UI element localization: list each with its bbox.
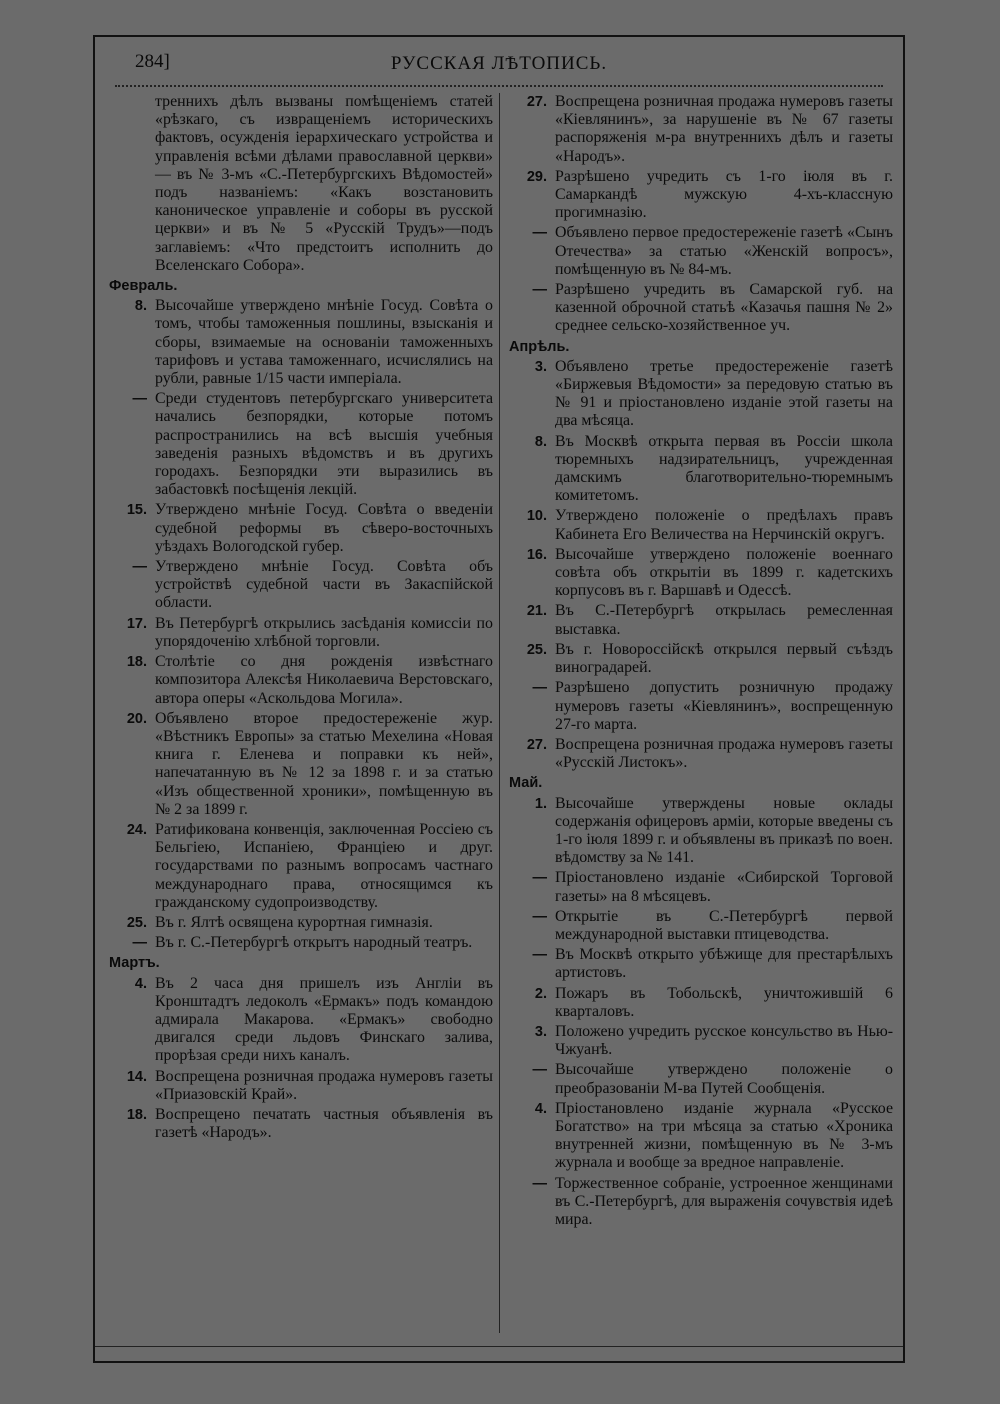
chronicle-entry bbox=[509, 908, 893, 944]
entry-text: Пріостановлено изданіе «Сибирской Торговой газеты» на 8 мѣсяцевъ. bbox=[555, 869, 893, 905]
entry-text: Утверждено мнѣніе Госуд. Совѣта о введеніи судебной реформы въ сѣверо-восточныхъ уѣздахъ Вологодской губер. bbox=[155, 501, 493, 555]
entry-text: Разрѣшено учредить съ 1-го іюля въ г. Самаркандѣ мужскую 4-хъ-классную прогимназію. bbox=[555, 167, 893, 222]
chronicle-entry bbox=[109, 1106, 493, 1142]
entry-text: Пожаръ въ Тобольскѣ, уничтожившій 6 кварталовъ. bbox=[555, 984, 893, 1020]
chronicle-entry bbox=[109, 615, 493, 651]
entry-date: — bbox=[532, 947, 547, 964]
entry-text: Въ г. Новороссійскѣ открылся первый съѣздъ виноградарей. bbox=[555, 640, 893, 677]
page-number: 284] bbox=[135, 51, 170, 72]
entry-date: — bbox=[532, 908, 547, 925]
entry-text: Въ Москвѣ открыта первая въ Россіи школа тюремныхъ надзирательницъ, учрежденная дамскимъ благотворительно-тюремнымъ комитетомъ. bbox=[555, 432, 893, 505]
entry-text: Высочайше утверждено положеніе о преобразованіи М-ва Путей Сообщенія. bbox=[555, 1061, 893, 1097]
chronicle-entry bbox=[109, 297, 493, 388]
chronicle-entry bbox=[509, 1061, 893, 1097]
entry-date: — bbox=[132, 559, 147, 576]
entry-text: Положено учредить русское консульство въ Нью-Чжуанѣ. bbox=[555, 1022, 893, 1059]
left-column bbox=[109, 93, 493, 1144]
entry-date: 25. bbox=[126, 914, 147, 931]
chronicle-entry bbox=[509, 433, 893, 506]
month-heading: Мартъ. bbox=[109, 955, 160, 972]
entry-text: Утверждено мнѣніе Госуд. Совѣта объ устройствѣ судебной части въ Закаспійской области. bbox=[155, 558, 493, 612]
chronicle-entry bbox=[509, 1100, 893, 1173]
entry-text: Объявлено второе предостереженіе жур. «Вѣстникъ Европы» за статью Мехелина «Новая книга г. Еленева и поправки къ ней», напечатанную въ № 12 за 1898 г. и за статью «Изъ общественной хроники», помѣщенную въ № 2 за 1899 г. bbox=[155, 709, 493, 818]
entry-date: 24. bbox=[126, 821, 147, 838]
chronicle-entry bbox=[109, 821, 493, 912]
entry-date: — bbox=[532, 680, 547, 697]
month-heading: Май. bbox=[509, 775, 543, 792]
entry-date: 27. bbox=[526, 94, 547, 110]
entry-date: 27. bbox=[526, 736, 547, 753]
entry-text: Въ Петербургѣ открылись засѣданія комиссіи по упорядоченію хлѣбной торговли. bbox=[155, 614, 493, 650]
entry-text: Въ Москвѣ открыто убѣжище для престарѣлыхъ артистовъ. bbox=[555, 946, 893, 982]
entry-date: 20. bbox=[126, 710, 147, 727]
entry-text: Воспрещена розничная продажа нумеровъ газеты «Кіевлянинъ», за нарушеніе въ № 67 газеты распоряженія м-ра внутреннихъ дѣлъ и газеты «Народъ». bbox=[555, 93, 893, 165]
entry-date: — bbox=[132, 935, 147, 952]
entry-text: Среди студентовъ петербургскаго университета начались безпорядки, которые потомъ распространились на всѣ высшія учебныя заведенія разныхъ вѣдомствъ и въ другихъ городахъ. Безпорядки эти выразились въ забастовкѣ посѣщенія лекцій. bbox=[155, 390, 493, 499]
entry-date: — bbox=[532, 1062, 547, 1079]
chronicle-entry bbox=[509, 1175, 893, 1230]
entry-text: Воспрещена розничная продажа нумеровъ газеты «Русскій Листокъ». bbox=[555, 735, 893, 772]
chronicle-entry bbox=[109, 558, 493, 613]
chronicle-entry bbox=[509, 602, 893, 638]
entry-date: — bbox=[532, 1175, 547, 1192]
chronicle-entry bbox=[509, 946, 893, 982]
entry-text: Въ г. С.-Петербургѣ открытъ народный театръ. bbox=[155, 934, 473, 952]
chronicle-entry bbox=[509, 358, 893, 431]
chronicle-entry bbox=[509, 641, 893, 677]
entry-text: Въ 2 часа дня пришелъ изъ Англіи въ Кронштадтъ ледоколъ «Ермакъ» подъ командою адмирала Макарова. «Ермакъ» свободно двигался среди льдовъ Финскаго залива, прорѣзая среди нихъ каналъ. bbox=[155, 974, 493, 1065]
entry-text: Разрѣшено учредить въ Самарской губ. на казенной оброчной статьѣ «Казачья пашня № 2» среднее сельско-хозяйственное уч. bbox=[555, 281, 893, 335]
entry-date: — bbox=[532, 225, 547, 242]
entry-date: 3. bbox=[534, 1023, 547, 1040]
entry-date: — bbox=[532, 282, 547, 299]
chronicle-entry bbox=[109, 653, 493, 708]
entry-date: 18. bbox=[126, 1106, 147, 1123]
entry-text: Открытіе въ С.-Петербургѣ первой международной выставки птицеводства. bbox=[555, 907, 893, 943]
entry-text: Разрѣшено допустить розничную продажу нумеровъ газеты «Кіевлянинъ», воспрещенную 27-го марта. bbox=[555, 679, 893, 733]
entry-text: Воспрещено печатать частныя объявленія въ газетѣ «Народъ». bbox=[155, 1105, 493, 1142]
entry-date: 17. bbox=[126, 615, 147, 632]
entry-date: 15. bbox=[126, 502, 147, 519]
entry-text: Объявлено первое предостереженіе газетѣ «Сынъ Отечества» за статью «Женскій вопросъ», помѣщенную въ № 84-мъ. bbox=[555, 224, 893, 278]
chronicle-entry bbox=[509, 985, 893, 1021]
chronicle-entry bbox=[109, 975, 493, 1066]
entry-text: Торжественное собраніе, устроенное женщинами въ С.-Петербургѣ, для выраженія сочувствія идеѣ мира. bbox=[555, 1174, 893, 1228]
entry-date: 14. bbox=[126, 1068, 147, 1085]
entry-date: 29. bbox=[526, 168, 547, 185]
entry-date: 3. bbox=[534, 358, 547, 375]
chronicle-entry bbox=[509, 168, 893, 223]
chronicle-entry bbox=[509, 795, 893, 868]
entry-date: — bbox=[132, 391, 147, 408]
chronicle-entry bbox=[509, 93, 893, 166]
month-heading: Апрѣль. bbox=[509, 338, 570, 355]
entry-text: Объявлено третье предостереженіе газетѣ «Биржевыя Вѣдомости» за передовую статью въ № 91 и пріостановлено изданіе этой газеты на два мѣсяца. bbox=[555, 357, 893, 430]
chronicle-entry bbox=[509, 546, 893, 601]
chronicle-entry bbox=[109, 390, 493, 499]
entry-date: 2. bbox=[534, 985, 547, 1002]
chronicle-entry bbox=[109, 710, 493, 819]
page-header bbox=[135, 51, 863, 81]
entry-date: 8. bbox=[134, 298, 147, 315]
entry-text: Высочайше утверждено мнѣніе Госуд. Совѣта о томъ, чтобы таможенныя пошлины, взысканія и сборы, взимаемые на основаніи таможенныхъ тарифовъ и устава таможеннаго, исчислялись на рубли, равные 1/15 части имперіала. bbox=[155, 297, 493, 388]
entry-text: Ратификована конвенція, заключенная Россіею съ Бельгіею, Испаніею, Франціею и друг. государствами по разнымъ вопросамъ частнаго международнаго права, относящимся къ гражданскому судопроизводству. bbox=[155, 820, 493, 911]
entry-date: — bbox=[532, 870, 547, 887]
chronicle-entry bbox=[109, 1068, 493, 1104]
chronicle-entry bbox=[109, 914, 493, 932]
entry-date: 10. bbox=[526, 508, 547, 525]
chronicle-entry bbox=[509, 1023, 893, 1059]
entry-date: 21. bbox=[526, 603, 547, 620]
continuation-paragraph: треннихъ дѣлъ вызваны помѣщеніемъ статей «рѣзкаго, съ извращеніемъ историческихъ фактовъ, осужденія іерархическаго устройства и управленія всѣми дѣлами православной церкви» — въ № 3-мъ «С.-Петербургскихъ Вѣдомостей» подъ названіемъ: «Какъ возстановить каноническое управленіе и соборы въ русской церкви» и въ № 5 «Русскій Трудъ»—подъ заглавіемъ: «Что предстоитъ исполнить до Вселенскаго Собора». bbox=[155, 93, 493, 274]
page-frame bbox=[93, 35, 905, 1363]
chronicle-entry bbox=[509, 736, 893, 772]
entry-date: 1. bbox=[534, 795, 547, 812]
chronicle-entry bbox=[109, 501, 493, 556]
running-title: РУССКАЯ ЛѢТОПИСЬ. bbox=[390, 53, 608, 74]
entry-text: Столѣтіе со дня рожденія извѣстнаго композитора Алексѣя Николаевича Верстовскаго, автора оперы «Аскольдова Могила». bbox=[155, 653, 493, 707]
entry-date: 4. bbox=[534, 1100, 547, 1117]
entry-date: 25. bbox=[526, 641, 547, 658]
entry-date: 4. bbox=[134, 975, 147, 992]
chronicle-entry bbox=[109, 934, 493, 952]
right-column bbox=[509, 93, 893, 1231]
month-heading: Февраль. bbox=[109, 278, 178, 295]
bottom-rule bbox=[95, 1346, 903, 1347]
entry-text: Высочайше утверждены новые оклады содержанія офицеровъ арміи, которые введены съ 1-го іюля 1899 г. и объявлены въ приказѣ по воен. вѣдомству за № 141. bbox=[555, 794, 893, 867]
entry-date: 8. bbox=[534, 433, 547, 450]
entry-text: Пріостановлено изданіе журнала «Русское Богатство» на три мѣсяца за статью «Хроника внутренней жизни, помѣщенную въ № 3-мъ журнала и вообще за вредное направленіе. bbox=[555, 1099, 893, 1172]
entry-text: Въ С.-Петербургѣ открылась ремесленная выставка. bbox=[555, 602, 893, 638]
chronicle-entry bbox=[509, 507, 893, 543]
chronicle-entry bbox=[509, 281, 893, 336]
chronicle-entry bbox=[509, 869, 893, 905]
entry-text: Воспрещена розничная продажа нумеровъ газеты «Приазовскій Край». bbox=[155, 1067, 493, 1103]
chronicle-entry bbox=[509, 224, 893, 279]
chronicle-entry bbox=[509, 679, 893, 734]
column-divider bbox=[499, 93, 500, 1333]
entry-text: Утверждено положеніе о предѣлахъ правъ Кабинета Его Величества на Нерчинскій округъ. bbox=[555, 507, 893, 543]
entry-date: 16. bbox=[526, 546, 547, 563]
entry-text: Высочайше утверждено положеніе военнаго совѣта объ открытіи въ 1899 г. кадетскихъ корпусовъ въ г. Варшавѣ и Одессѣ. bbox=[555, 545, 893, 600]
entry-text: Въ г. Ялтѣ освящена курортная гимназія. bbox=[155, 913, 433, 931]
entry-date: 18. bbox=[126, 654, 147, 671]
